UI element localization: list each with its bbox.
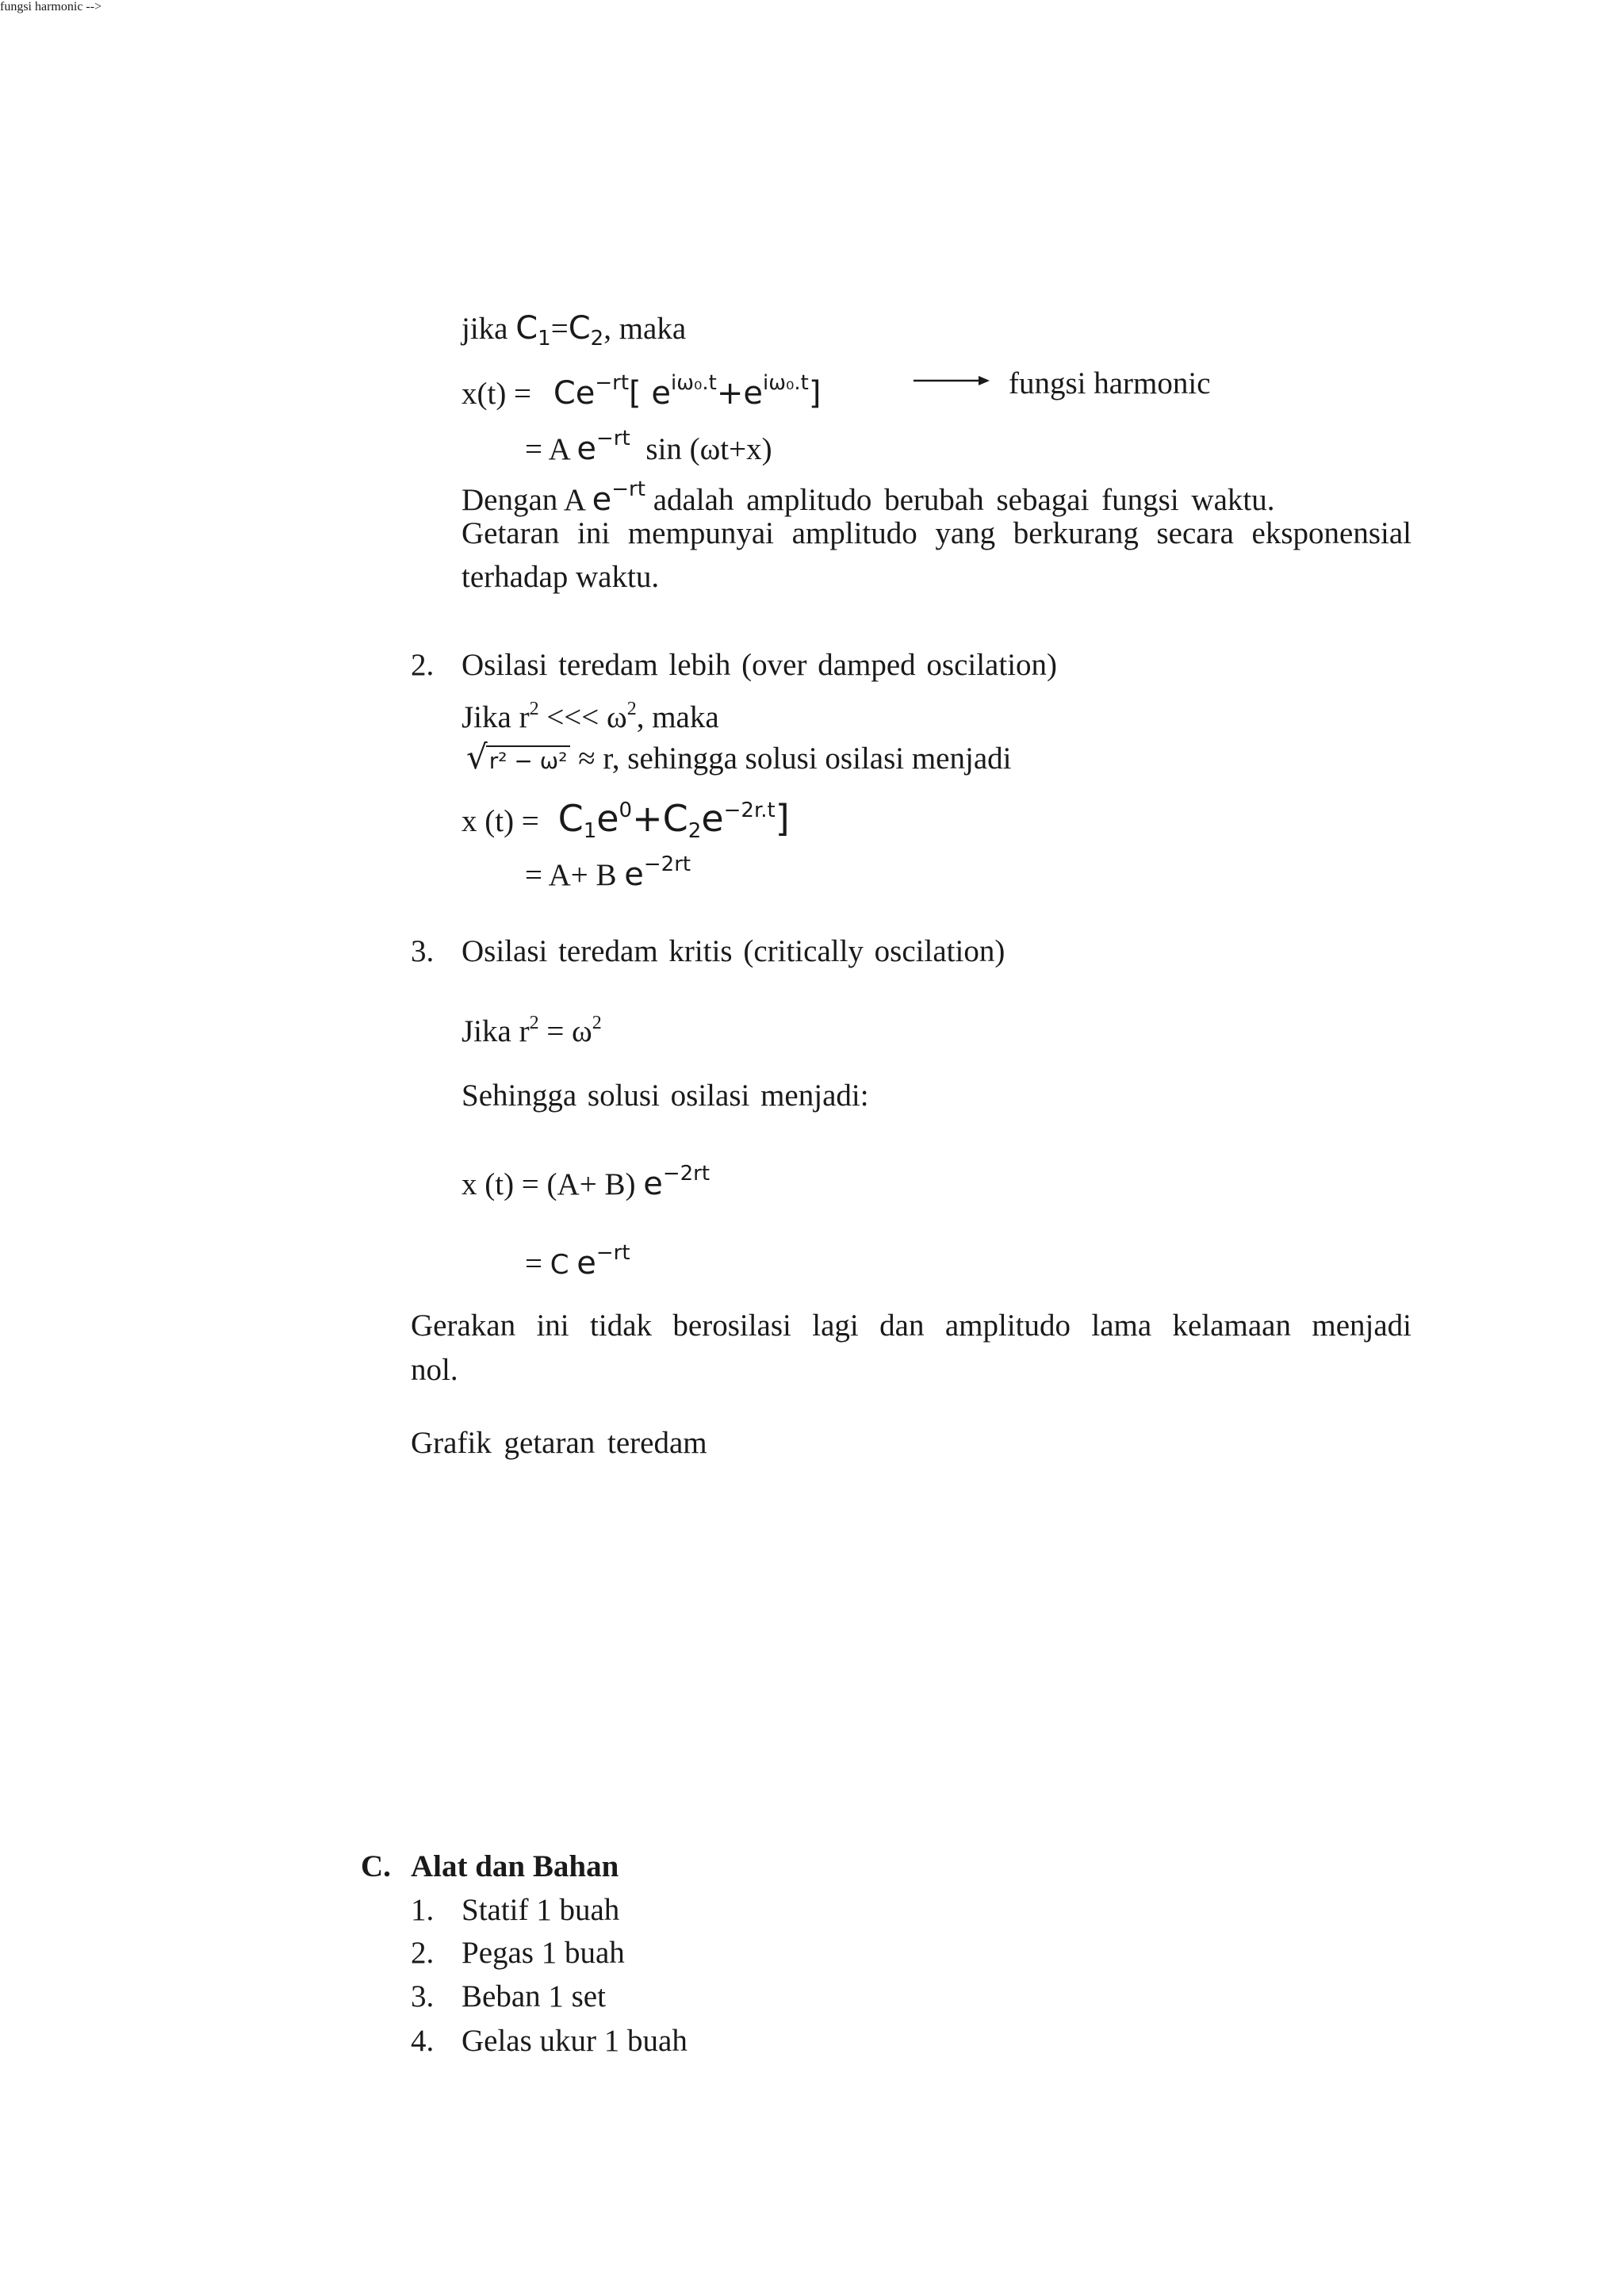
math-bracket-close: ] — [775, 797, 790, 840]
item-3-result — [525, 1233, 630, 1285]
equation-lhs: x (t) = — [462, 804, 539, 838]
sqrt-content: r² − ω² — [486, 745, 571, 776]
text-jika: Jika r — [462, 700, 530, 734]
math-e: e — [576, 431, 596, 467]
section-c-title: Alat dan Bahan — [411, 1849, 619, 1883]
math-c1-sub: 1 — [583, 819, 597, 843]
item-2-xt — [462, 791, 790, 851]
math-e: e — [592, 481, 612, 518]
item-3-sehingga: Sehingga solusi osilasi menjadi: — [462, 1079, 869, 1113]
dengan-line — [462, 469, 1274, 520]
graph-caption: Grafik getaran teredam — [411, 1426, 707, 1460]
math-c2-sub: 2 — [688, 819, 702, 843]
list-item: Beban 1 set — [462, 1979, 606, 2013]
math-c2: C — [568, 310, 591, 347]
math-exp: −2rt — [662, 1162, 710, 1186]
text-pre: Dengan A — [462, 483, 584, 517]
item-3-title: Osilasi teredam kritis (critically oscilation) — [462, 934, 1005, 968]
math-exp: iω₀.t — [762, 371, 809, 395]
sqrt-post-text: ≈ r, sehingga solusi osilasi menjadi — [578, 741, 1012, 776]
sqrt-icon: √ — [466, 738, 488, 776]
math-bracket-open: [ e — [629, 375, 671, 412]
equation-lhs: x(t) = — [462, 377, 532, 411]
getaran-line-2: terhadap waktu. — [462, 560, 660, 594]
math-c1: C — [515, 310, 538, 347]
equation-lhs: = A — [525, 432, 569, 466]
list-item: Gelas ukur 1 buah — [462, 2024, 688, 2058]
math-exp: −rt — [595, 371, 630, 395]
condition-word: jika — [462, 312, 508, 346]
section-c-letter: C. — [361, 1849, 391, 1883]
text-mid: = ω — [538, 1014, 592, 1048]
math-plus-e: +e — [716, 375, 763, 412]
item-2-result — [525, 845, 691, 895]
math-plus-c2: +C — [632, 797, 688, 840]
equation-rest: sin (ωt+x) — [645, 432, 772, 466]
list-item-number: 2. — [411, 1936, 435, 1970]
math-c1: C — [557, 797, 584, 840]
getaran-line-1: Getaran ini mempunyai amplitudo yang berkurang secara eksponensial — [462, 516, 1411, 550]
text-maka: , maka — [636, 700, 719, 734]
math-exp: −rt — [596, 1241, 630, 1265]
math-ce: Ce — [553, 375, 596, 412]
math-e: e — [624, 856, 644, 893]
item-2-condition — [462, 689, 719, 738]
conclusion-line-1: Gerakan ini tidak berosilasi lagi dan amplitudo lama kelamaan menjadi — [411, 1308, 1411, 1343]
superscript: 2 — [626, 699, 637, 719]
list-item-number: 4. — [411, 2024, 435, 2058]
list-item-number: 3. — [411, 1979, 435, 2013]
superscript: 2 — [529, 1013, 539, 1033]
math-exp: −2r.t — [723, 799, 776, 822]
superscript: 2 — [592, 1013, 602, 1033]
math-equals: = — [550, 312, 569, 346]
math-exp: −2rt — [643, 852, 691, 876]
math-c1-sub: 1 — [538, 327, 551, 351]
list-item-number: 1. — [411, 1893, 435, 1927]
math-e: e — [596, 797, 619, 840]
text-jika: Jika r — [462, 1014, 530, 1048]
item-3-xt — [462, 1154, 710, 1205]
item-3-condition — [462, 1003, 602, 1052]
item-2-number: 2. — [411, 648, 435, 682]
math-c2-sub: 2 — [590, 327, 604, 351]
list-item: Pegas 1 buah — [462, 1936, 625, 1970]
text-post: adalah amplitudo berubah sebagai fungsi waktu. — [653, 483, 1275, 517]
arrow-icon — [912, 373, 991, 389]
math-exp: −rt — [611, 477, 645, 501]
math-e: e — [701, 797, 724, 840]
math-c: C — [550, 1249, 569, 1281]
math-bracket-close: ] — [808, 375, 822, 412]
equation-xt — [462, 363, 821, 414]
equation-lhs: = A+ B — [525, 858, 617, 892]
math-e: e — [643, 1166, 663, 1202]
item-2-title: Osilasi teredam lebih (over damped oscilation) — [462, 648, 1058, 682]
superscript: 2 — [529, 699, 539, 719]
equation-lhs: x (t) = (A+ B) — [462, 1167, 636, 1201]
equation-amplitude — [525, 419, 772, 469]
math-exp: −rt — [596, 427, 630, 450]
list-item: Statif 1 buah — [462, 1893, 620, 1927]
item-2-sqrt-line — [466, 738, 1011, 779]
condition-maka: , maka — [603, 312, 687, 346]
equation-lhs: = — [525, 1247, 542, 1281]
math-e: e — [576, 1245, 596, 1282]
conclusion-line-2: nol. — [411, 1353, 458, 1387]
arrow-label: fungsi harmonic — [1009, 366, 1211, 400]
text-mid: <<< ω — [538, 700, 627, 734]
item-3-number: 3. — [411, 934, 435, 968]
condition-line — [462, 308, 686, 358]
math-exp: 0 — [619, 799, 633, 822]
math-exp: iω₀.t — [670, 371, 717, 395]
